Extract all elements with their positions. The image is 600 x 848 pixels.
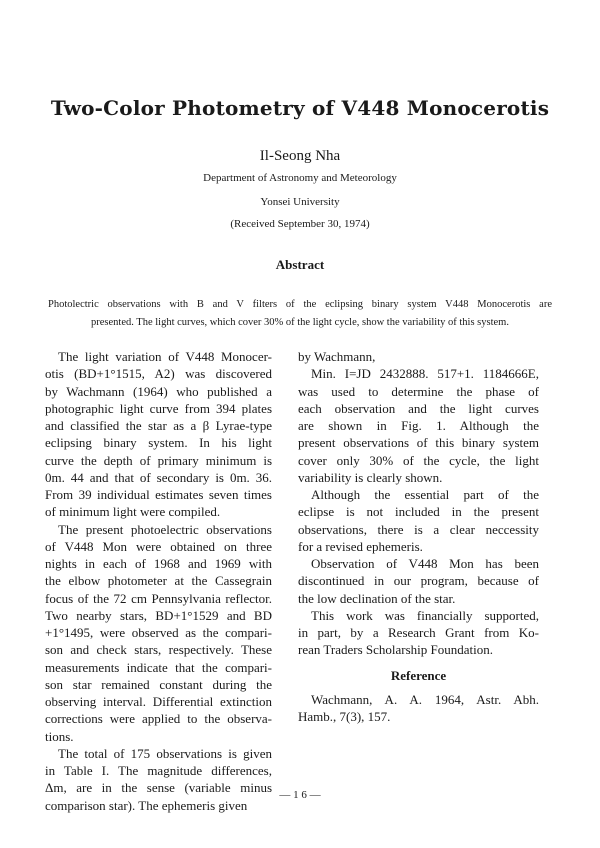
reference-list: [298, 691, 539, 726]
text-line: of minimum light were compiled.: [45, 504, 221, 520]
text-line: discontinued in our program, because of: [298, 573, 539, 589]
text-line: Although the essential part of the: [311, 487, 539, 502]
text-line: and classified the star as a β Lyrae-type: [45, 418, 272, 433]
received-date: (Received September 30, 1974): [230, 218, 370, 230]
text-line: rean Traders Scholarship Foundation.: [298, 642, 493, 658]
left-column: [45, 348, 272, 814]
text-line: observing interval. Differential extinction: [45, 694, 272, 709]
text-line: cover only 30% of the cycle, the light: [298, 452, 539, 468]
text-line: Min. I=JD 2432888. 517+1. 1184666E,: [311, 366, 539, 382]
text-line: tions.: [45, 728, 74, 744]
right-column: [298, 348, 539, 725]
text-line: +1°1495, were observed as the compari-: [45, 625, 272, 640]
text-line: son and check stars, respectively. These: [45, 642, 272, 658]
text-line: each observation and the light curves: [298, 400, 539, 416]
text-line: of V448 Mon were obtained on three: [45, 538, 272, 554]
text-line: in Table I. The magnitude differences,: [45, 763, 272, 778]
text-line: This work was financially supported,: [311, 607, 539, 623]
reference-heading: Reference: [390, 667, 447, 683]
text-line: Hamb., 7(3), 157.: [298, 709, 391, 724]
text-line: From 39 individual estimates seven times: [45, 487, 272, 502]
text-line: in part, by a Research Grant from Ko-: [298, 625, 539, 640]
text-line: variability is clearly shown.: [298, 469, 443, 485]
text-line: The total of 175 observations is given: [58, 745, 272, 761]
text-line: are shown in Fig. 1. Although the: [298, 418, 539, 433]
text-line: son star remained constant during the: [45, 676, 272, 692]
text-line: eclipse is not included in the present: [298, 504, 539, 520]
text-line: the low declination of the star.: [298, 590, 456, 606]
affiliation-department: Department of Astronomy and Meteorology: [203, 172, 397, 184]
text-line: 0m. 44 and that of secondary is 0m. 36.: [45, 469, 272, 485]
text-line: by Wachmann,: [298, 349, 376, 364]
text-line: photographic light curve from 394 plates: [45, 400, 272, 416]
text-line: focus of the 72 cm Pennsylvania reflector.: [45, 590, 272, 606]
text-line: nights in each of 1968 and 1969 with: [45, 556, 272, 571]
text-line: Wachmann, A. A. 1964, Astr. Abh.: [311, 691, 539, 707]
abstract-heading: Abstract: [275, 257, 325, 272]
text-line: by Wachmann (1964) who published a: [45, 383, 272, 399]
text-line: observations, there is a clear neccessity: [298, 521, 539, 537]
page-number: — 1 6 —: [279, 789, 321, 801]
text-line: Observation of V448 Mon has been: [311, 556, 539, 571]
text-line: the elbow photometer at the Cassegrain: [45, 573, 272, 589]
right-column-body: [298, 348, 539, 659]
paper-title: Two-Color Photometry of V448 Monocerotis: [50, 96, 550, 120]
text-line: curve the depth of primary minimum is: [45, 452, 272, 468]
text-line: eclipsing binary system. In his light: [45, 435, 272, 451]
text-line: present observations of this binary system: [298, 435, 539, 451]
text-line: Δm, are in the sense (variable minus: [45, 780, 272, 796]
text-line: measurements indicate that the compari-: [45, 659, 272, 675]
text-line: Two nearby stars, BD+1°1529 and BD: [45, 607, 272, 623]
text-line: The present photoelectric observations: [58, 521, 272, 537]
author-name: Il-Seong Nha: [259, 148, 341, 164]
text-line: for a revised ephemeris.: [298, 538, 423, 554]
abstract-line: Photolectric observations with B and V filters of the eclipsing binary system V448 Monocerotis are: [48, 299, 552, 310]
text-line: was used to determine the phase of: [298, 383, 539, 399]
text-line: comparison star). The ephemeris given: [45, 797, 248, 813]
text-line: The light variation of V448 Monocer-: [58, 349, 272, 364]
text-line: otis (BD+1°1515, A2) was discovered: [45, 366, 272, 382]
abstract-line: presented. The light curves, which cover 30% of the light cycle, show the variability of this system.: [91, 317, 509, 328]
text-line: corrections were applied to the observa-: [45, 711, 272, 727]
affiliation-university: Yonsei University: [260, 196, 340, 208]
